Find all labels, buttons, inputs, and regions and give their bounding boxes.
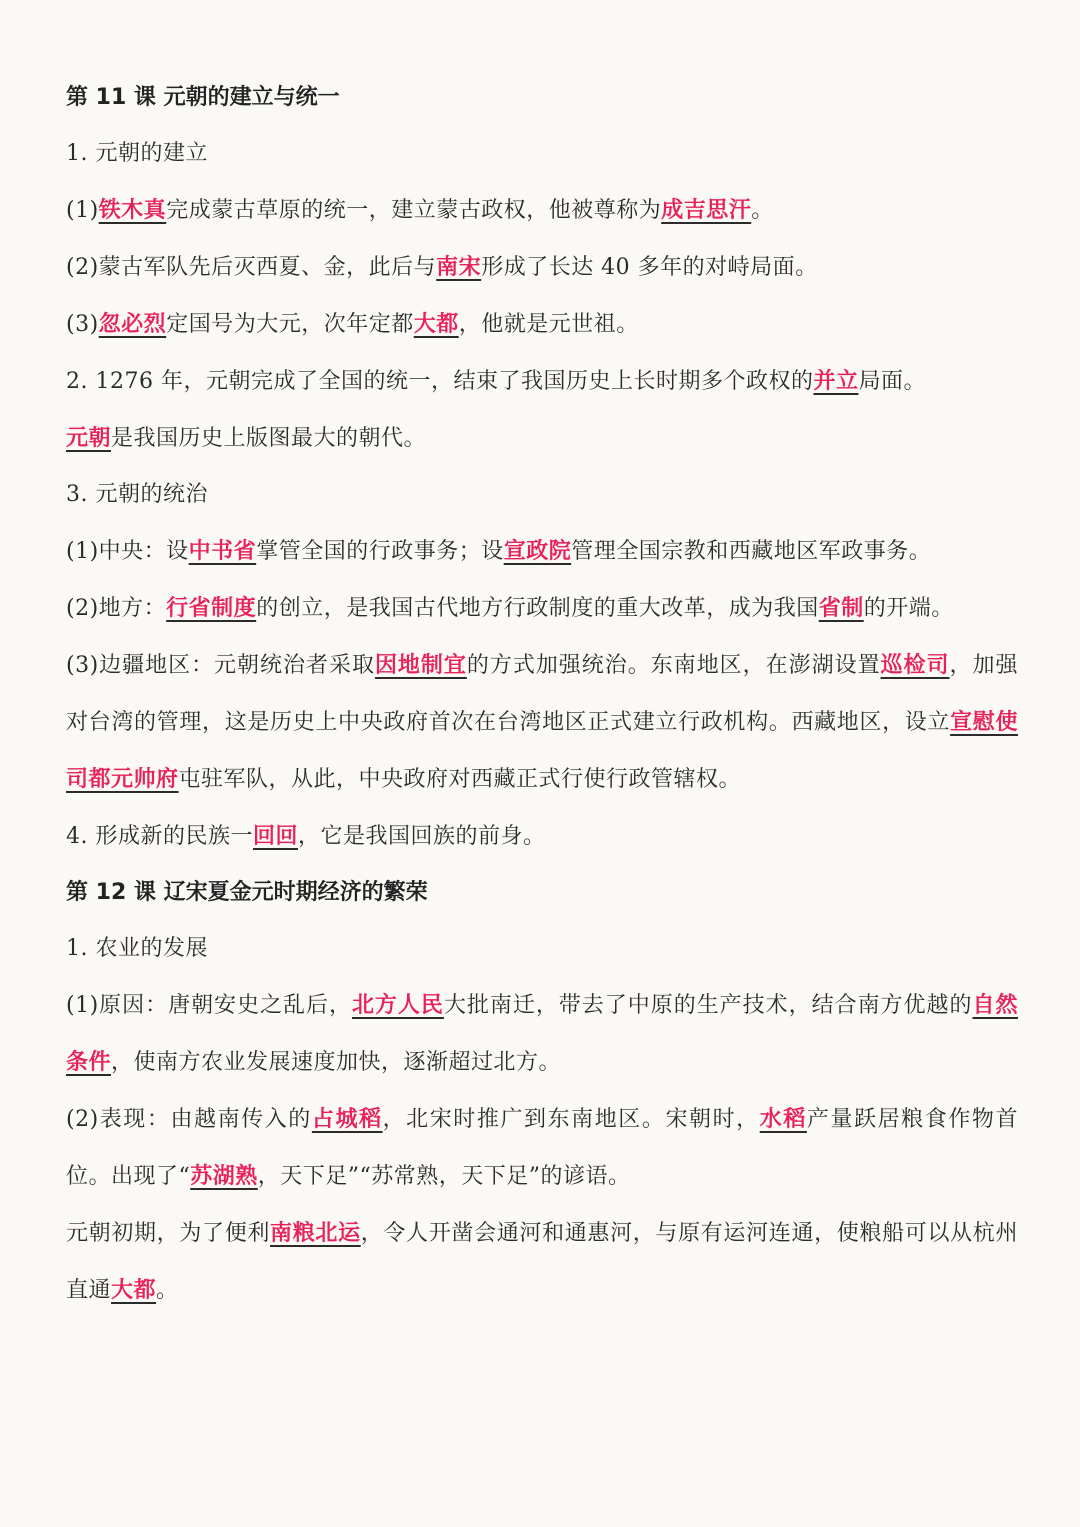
body-text: ，天下足”“苏常熟，天下足”的谚语。 (257, 1164, 631, 1189)
body-text: 。 (156, 1278, 179, 1303)
keyword-highlight: 自然条件 (66, 992, 1018, 1075)
keyword-highlight: 宣政院 (503, 538, 572, 564)
paragraph (66, 921, 1018, 977)
body-text: ，它是我国回族的前身。 (298, 824, 546, 849)
keyword-highlight: 因地制宜 (374, 652, 467, 678)
body-text: 屯驻军队，从此，中央政府对西藏正式行使行政管辖权。 (178, 767, 742, 792)
keyword-highlight: 中书省 (188, 538, 257, 564)
body-text: 管理全国宗教和西藏地区军政事务。 (571, 539, 932, 564)
keyword-highlight: 北方人民 (351, 992, 444, 1018)
paragraph (66, 182, 1018, 239)
paragraph (66, 126, 1018, 182)
body-text: ，使南方农业发展速度加快，逐渐超过北方。 (111, 1050, 562, 1075)
keyword-highlight: 回回 (252, 823, 298, 849)
paragraph (66, 296, 1018, 353)
lesson-title: 第 11 课 元朝的建立与统一 (66, 85, 340, 110)
paragraph (66, 353, 1018, 410)
paragraph (66, 1205, 1018, 1319)
keyword-highlight: 巡检司 (880, 652, 950, 678)
keyword-highlight: 水稻 (759, 1106, 807, 1132)
keyword-highlight: 元朝 (66, 425, 112, 451)
body-text: (2)表现：由越南传入的 (66, 1107, 312, 1132)
body-text: (3)边疆地区：元朝统治者采取 (66, 653, 375, 678)
keyword-highlight: 南宋 (436, 254, 482, 280)
keyword-highlight: 大都 (111, 1277, 157, 1303)
keyword-highlight: 并立 (813, 368, 859, 394)
keyword-highlight: 铁木真 (98, 197, 167, 223)
body-text: 局面。 (858, 369, 926, 394)
body-text: (1)原因：唐朝安史之乱后， (66, 993, 352, 1018)
body-text: 2. 1276 年，元朝完成了全国的统一，结束了我国历史上长时期多个政权的 (66, 369, 814, 394)
body-text: (3) (66, 312, 99, 337)
body-text: 形成了长达 40 多年的对峙局面。 (481, 255, 818, 280)
keyword-highlight: 行省制度 (166, 595, 257, 621)
paragraph (66, 467, 1018, 523)
keyword-highlight: 占城稻 (311, 1106, 383, 1132)
document-page (66, 70, 1018, 1319)
keyword-highlight: 省制 (818, 595, 864, 621)
keyword-highlight: 大都 (413, 311, 459, 337)
body-text: 1. 农业的发展 (66, 936, 208, 961)
keyword-highlight: 成吉思汗 (661, 197, 752, 223)
body-text: ，加强对台湾的管理，这是历史上中央政府首次在台湾地区正式建立行政机构。西藏地区，设立 (66, 653, 1018, 735)
body-text: 3. 元朝的统治 (66, 482, 208, 507)
body-text: 定国号为大元，次年定都 (166, 312, 414, 337)
paragraph (66, 808, 1018, 865)
body-text: 完成蒙古草原的统一，建立蒙古政权，他被尊称为 (166, 198, 662, 223)
lesson-title: 第 12 课 辽宋夏金元时期经济的繁荣 (66, 880, 428, 905)
keyword-highlight: 宣慰使司都元帅府 (66, 709, 1018, 792)
body-text: 大批南迁，带去了中原的生产技术，结合南方优越的 (443, 993, 973, 1018)
body-text: (1) (66, 198, 99, 223)
paragraph (66, 410, 1018, 467)
keyword-highlight: 苏湖熟 (190, 1163, 258, 1189)
body-text: 的开端。 (863, 596, 954, 621)
paragraph (66, 637, 1018, 808)
body-text: 是我国历史上版图最大的朝代。 (111, 426, 427, 451)
paragraph (66, 523, 1018, 580)
body-text: 产量跃居粮食作物首位。出现了“ (66, 1107, 1018, 1189)
body-text: 1. 元朝的建立 (66, 141, 208, 166)
body-text: ，令人开凿会通河和通惠河，与原有运河连通，使粮船可以从杭州直通 (66, 1221, 1018, 1303)
body-text: ，他就是元世祖。 (458, 312, 639, 337)
body-text: 掌管全国的行政事务；设 (256, 539, 504, 564)
body-text: (2)蒙古军队先后灭西夏、金，此后与 (66, 255, 437, 280)
body-text: ，北宋时推广到东南地区。宋朝时， (382, 1107, 760, 1132)
body-text: (1)中央：设 (66, 539, 189, 564)
body-text: 元朝初期，为了便利 (66, 1221, 271, 1246)
paragraph (66, 1091, 1018, 1205)
body-text: 的方式加强统治。东南地区，在澎湖设置 (466, 653, 881, 678)
keyword-highlight: 南粮北运 (270, 1220, 361, 1246)
body-text: 的创立，是我国古代地方行政制度的重大改革，成为我国 (256, 596, 819, 621)
body-text: 4. 形成新的民族一 (66, 824, 253, 849)
body-text: 。 (751, 198, 774, 223)
keyword-highlight: 忽必烈 (98, 311, 167, 337)
paragraph (66, 977, 1018, 1091)
paragraph (66, 580, 1018, 637)
body-text: (2)地方： (66, 596, 167, 621)
paragraph (66, 239, 1018, 296)
